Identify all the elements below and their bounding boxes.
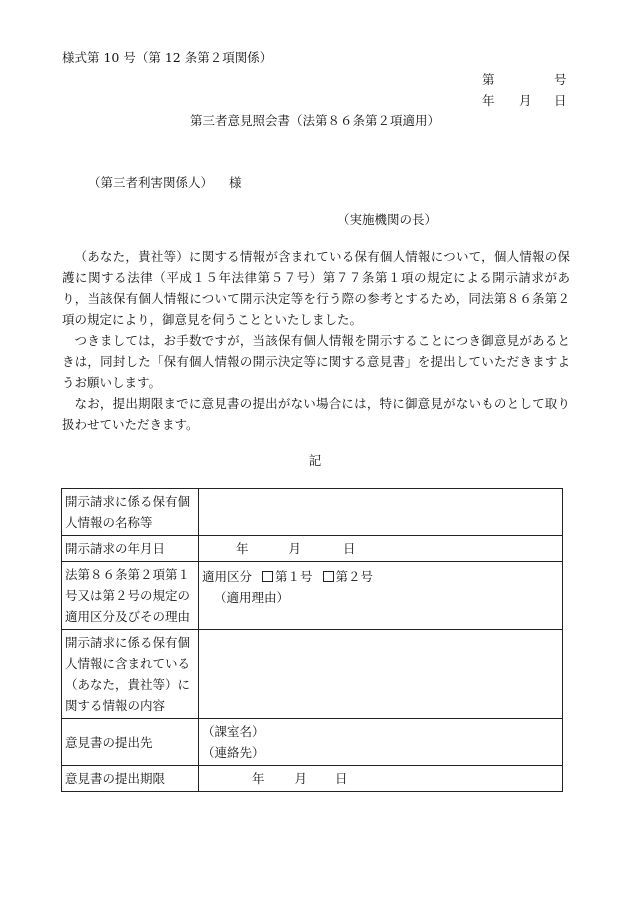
request-date-year: 年 xyxy=(236,541,249,556)
table-row-request-date xyxy=(62,536,563,562)
recipient-name: （第三者利害関係人） xyxy=(88,175,214,190)
sender: （実施機関の長） xyxy=(337,212,438,227)
row-value-info-name[interactable] xyxy=(199,489,563,536)
ki-marker: 記 xyxy=(308,453,322,468)
row-value-request-date[interactable] xyxy=(199,536,563,562)
option-2-label: 第２号 xyxy=(335,569,374,584)
body-paragraph-1: （あなた，貴社等）に関する情報が含まれている保有個人情報について，個人情報の保護に関する法律（平成１５年法律第５７号）第７７条第１項の規定による開示請求があり，当該保有個人情報について開示決定等を行う際の参考とするため，同法第８６条第２項の規定により，御意見を伺うことといたしました。 xyxy=(62,249,570,327)
doc-number-prefix: 第 xyxy=(482,72,495,87)
deadline-month: 月 xyxy=(294,771,308,786)
row-label: 開示請求に係る保有個人情報の名称等 xyxy=(62,489,199,536)
row-value-deadline[interactable] xyxy=(199,766,563,792)
recipient-honorific: 様 xyxy=(229,175,242,190)
doc-date-day: 日 xyxy=(554,93,567,108)
info-table xyxy=(61,488,563,792)
table-row-info-content xyxy=(62,630,563,719)
dept-label: （課室名） xyxy=(202,724,265,739)
reason-label: （適用理由） xyxy=(214,590,290,605)
contact-label: （連絡先） xyxy=(202,745,265,760)
table-row-deadline xyxy=(62,766,563,792)
table-row-submission-dest xyxy=(62,719,563,766)
deadline-year: 年 xyxy=(252,771,265,786)
recipient xyxy=(88,173,242,191)
checkbox-option-2[interactable] xyxy=(323,571,334,582)
option-1-label: 第１号 xyxy=(275,569,313,584)
form-number: 様式第 10 号（第 12 条第２項関係） xyxy=(62,50,273,65)
body-text xyxy=(62,246,570,435)
category-label: 適用区分 xyxy=(202,569,253,584)
body-paragraph-3: なお，提出期限までに意見書の提出がない場合には，特に御意見がないものとして取り扱わせていただきます。 xyxy=(62,396,570,432)
request-date-month: 月 xyxy=(288,541,302,556)
request-date-day: 日 xyxy=(343,541,356,556)
doc-date-year: 年 xyxy=(482,93,495,108)
row-label: 開示請求の年月日 xyxy=(62,536,199,562)
row-value-category xyxy=(199,562,563,630)
body-paragraph-2: つきましては，お手数ですが，当該保有個人情報を開示することにつき御意見があるときは，同封した「保有個人情報の開示決定等に関する意見書」を提出していただきますようお願いします。 xyxy=(62,333,570,390)
row-value-info-content[interactable] xyxy=(199,630,563,719)
doc-date-month: 月 xyxy=(519,93,532,108)
row-label: 法第８６条第２項第１号又は第２号の規定の適用区分及びその理由 xyxy=(62,562,199,630)
checkbox-option-1[interactable] xyxy=(262,571,273,582)
deadline-day: 日 xyxy=(335,771,348,786)
row-label: 意見書の提出期限 xyxy=(62,766,199,792)
row-label: 意見書の提出先 xyxy=(62,719,199,766)
doc-number-suffix: 号 xyxy=(554,72,567,87)
row-label: 開示請求に係る保有個人情報に含まれている（あなた，貴社等）に関する情報の内容 xyxy=(62,630,199,719)
row-value-submission-dest[interactable] xyxy=(199,719,563,766)
table-row-category xyxy=(62,562,563,630)
document-title: 第三者意見照会書（法第８６条第２項適用） xyxy=(189,113,440,128)
table-row-info-name xyxy=(62,489,563,536)
